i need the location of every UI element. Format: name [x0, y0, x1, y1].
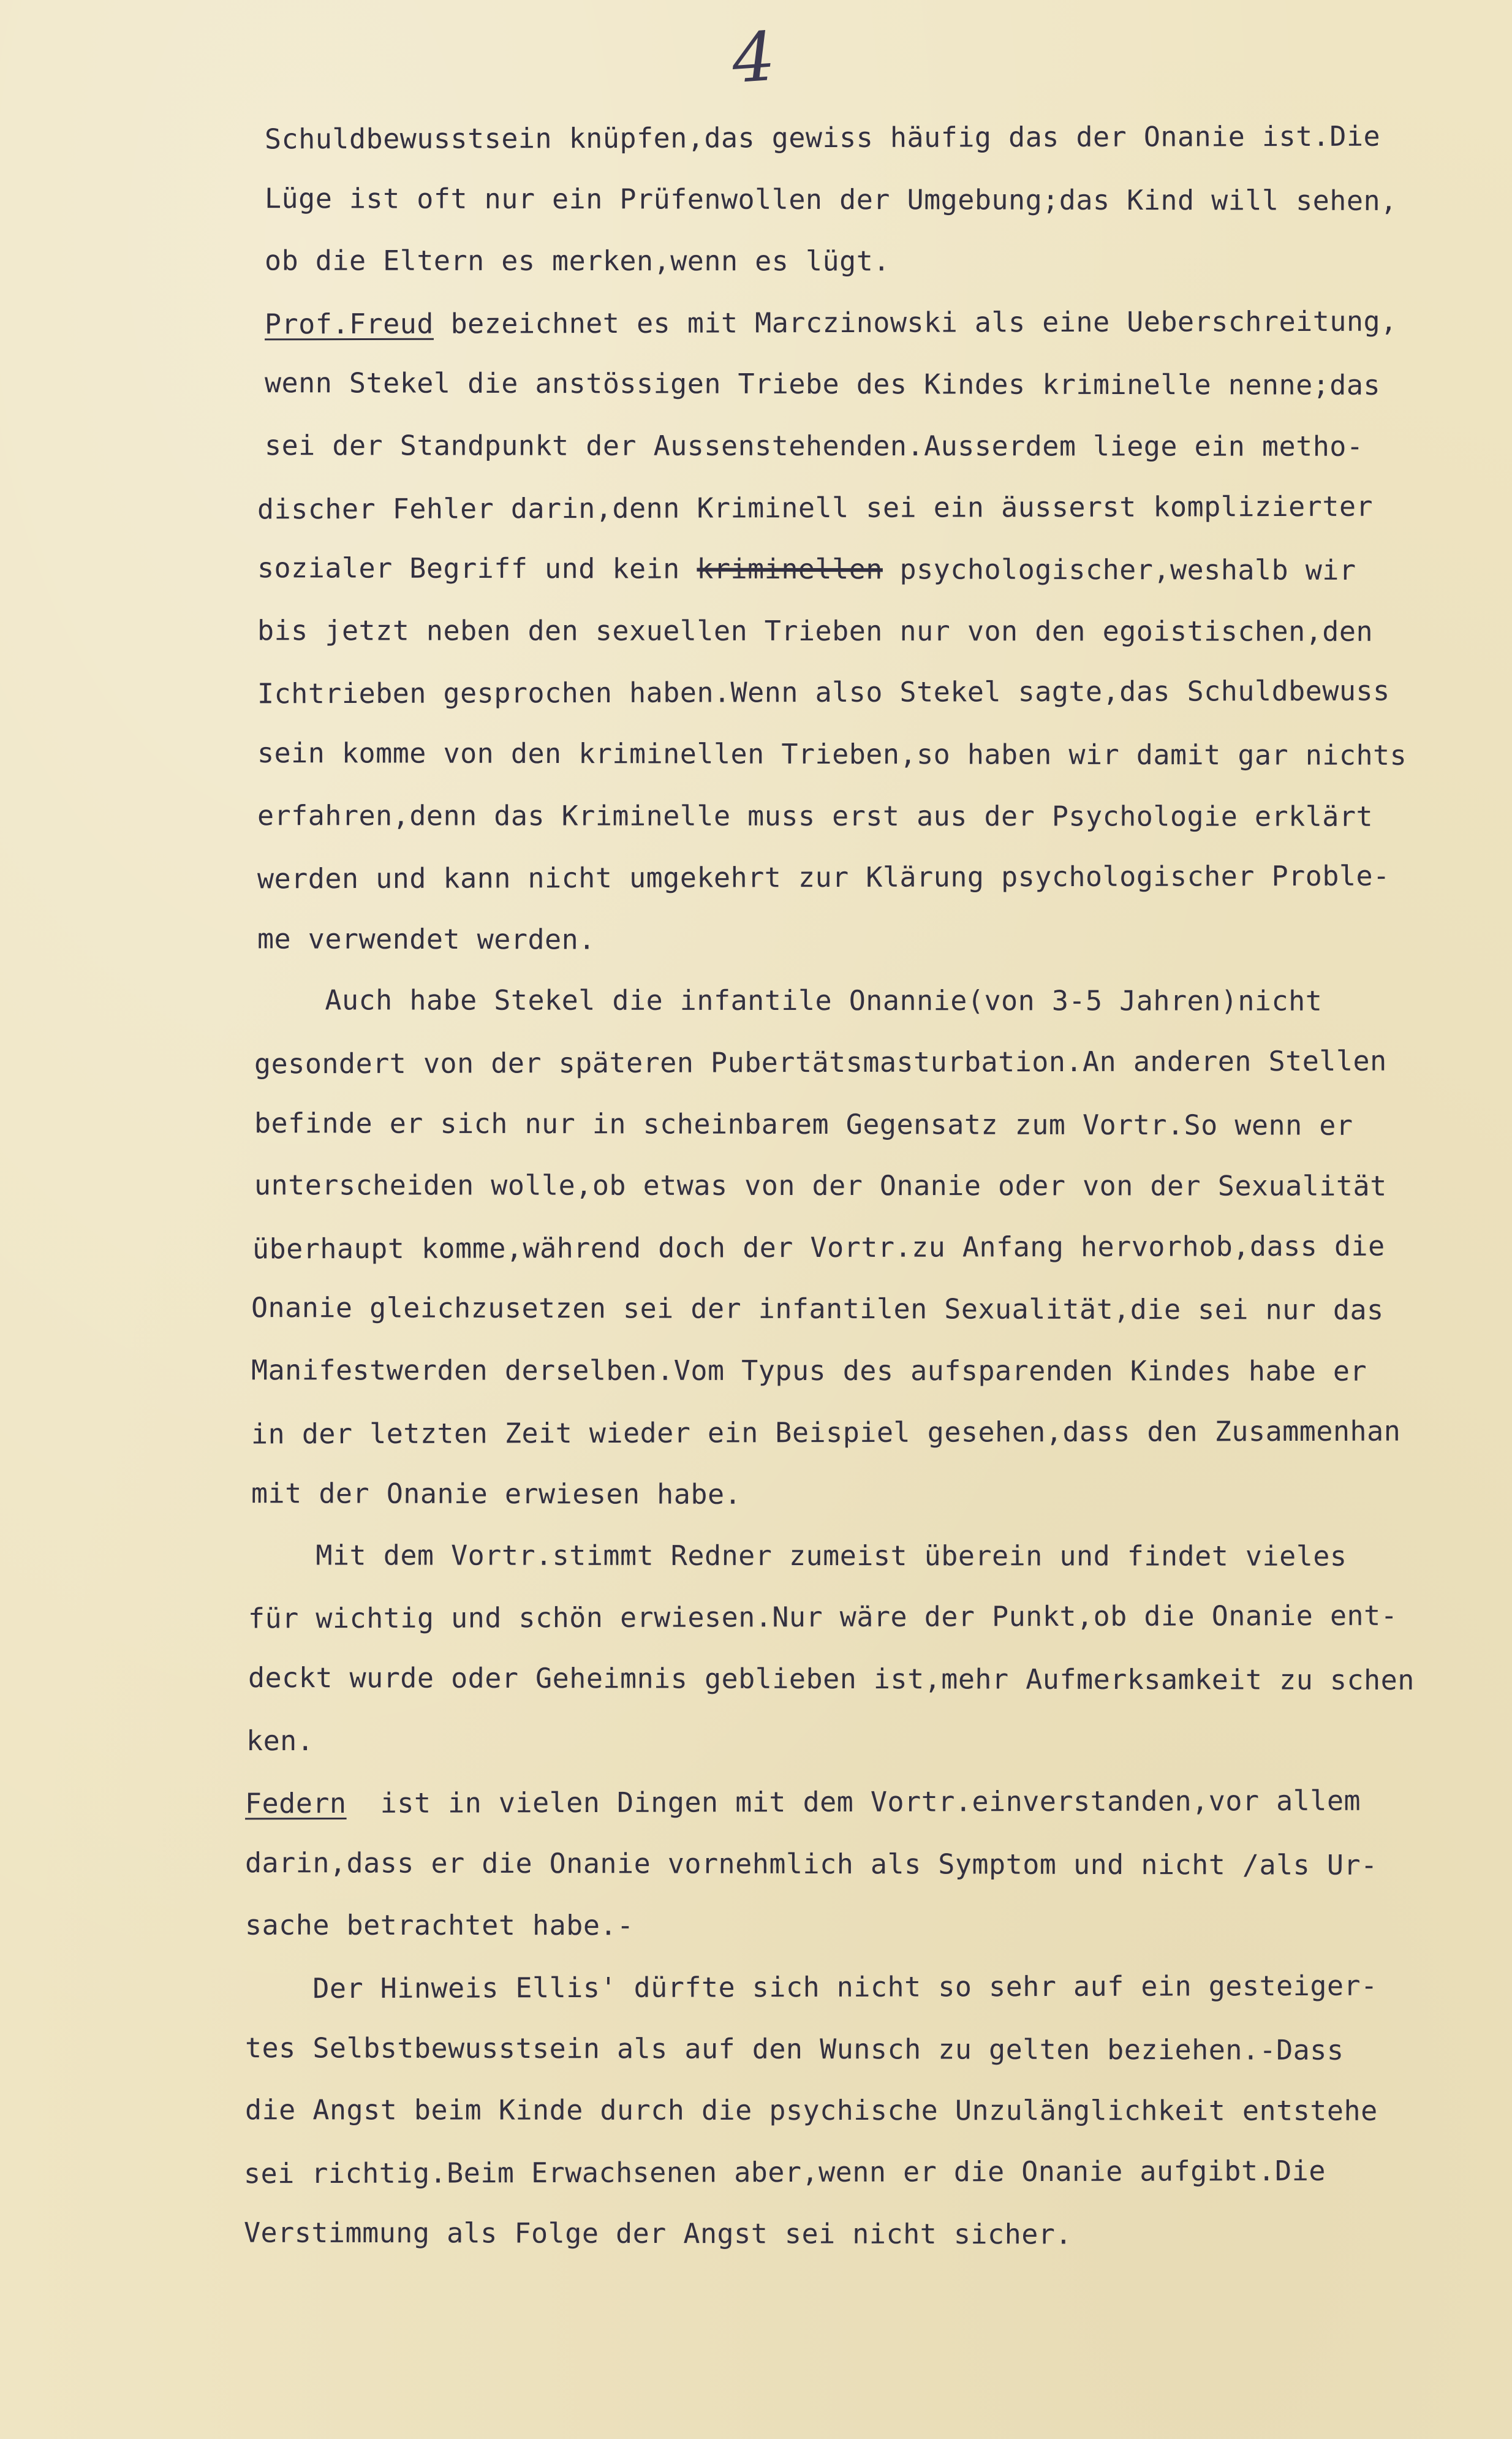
line-text: me verwendet werden.: [257, 922, 595, 956]
line-text: Ichtrieben gesprochen haben.Wenn also Stekel sagte,das Schuldbewuss: [257, 674, 1390, 710]
line-text: Lüge ist oft nur ein Prüfenwollen der Umgebung;das Kind will sehen,: [264, 181, 1397, 217]
line-text: Auch habe Stekel die infantile Onannie(von 3-5 Jahren)nicht: [257, 984, 1323, 1018]
text-line: [254, 1045, 1387, 1080]
text-line: [246, 1724, 314, 1757]
line-text: ken.: [246, 1724, 314, 1757]
line-text: in der letzten Zeit wieder ein Beispiel gesehen,dass den Zusammenhan: [251, 1414, 1401, 1451]
line-text: für wichtig und schön erwiesen.Nur wäre der Punkt,ob die Onanie ent-: [248, 1599, 1398, 1635]
text-line: [248, 1539, 1347, 1572]
line-text: gesondert von der späteren Pubertätsmasturbation.An anderen Stellen: [254, 1044, 1387, 1080]
text-line: [244, 2154, 1326, 2190]
text-line: [251, 1477, 741, 1511]
text-line: [248, 1599, 1397, 1635]
speaker-name: Federn: [244, 1787, 347, 1820]
text-line: [254, 1169, 1387, 1202]
text-line: [257, 799, 1373, 833]
line-text: Manifestwerden derselben.Vom Typus des aufsparenden Kindes habe er: [251, 1354, 1367, 1387]
text-line: [251, 1354, 1367, 1387]
text-line: [245, 1846, 1378, 1881]
text-line: [251, 1291, 1384, 1326]
text-line: [265, 366, 1380, 401]
line-text: tes Selbstbewusstsein als auf den Wunsch zu gelten beziehen.-Dass: [244, 2031, 1344, 2066]
text-line: [245, 1785, 1361, 1820]
text-line: [248, 1661, 1415, 1696]
line-text: mit der Onanie erwiesen habe.: [251, 1477, 742, 1511]
line-text: discher Fehler darin,denn Kriminell sei ein äusserst komplizierter: [257, 490, 1374, 525]
line-text: ob die Eltern es merken,wenn es lügt.: [264, 244, 890, 278]
line-text: befinde er sich nur in scheinbarem Gegensatz zum Vortr.So wenn er: [254, 1106, 1353, 1142]
text-line: [257, 984, 1322, 1018]
text-line: [252, 1229, 1385, 1265]
line-text: erfahren,denn das Kriminelle muss erst aus der Psychologie erklärt: [257, 798, 1374, 833]
text-line: [265, 305, 1397, 340]
struck-word: kriminellen: [697, 552, 883, 586]
line-text: bis jetzt neben den sexuellen Trieben nur von den egoistischen,den: [257, 614, 1374, 648]
text-line: [265, 182, 1397, 217]
line-text: bezeichnet es mit Marczinowski als eine Ueberschreitung,: [433, 305, 1397, 340]
line-text: Der Hinweis Ellis' dürfte sich nicht so sehr auf ein gesteiger-: [244, 1969, 1378, 2005]
line-text: sei richtig.Beim Erwachsenen aber,wenn er die Onanie aufgibt.Die: [243, 2154, 1326, 2190]
line-text-continued: psychologischer,weshalb wir: [882, 553, 1356, 587]
line-text: darin,dass er die Onanie vornehmlich als Symptom und nicht /als Ur-: [244, 1846, 1378, 1881]
text-line: [251, 1414, 1400, 1450]
line-text: Mit dem Vortr.stimmt Redner zumeist überein und findet vieles: [248, 1539, 1347, 1572]
text-line: [257, 675, 1390, 710]
text-line: [244, 2217, 1072, 2251]
text-line: [257, 860, 1390, 895]
line-text: überhaupt komme,während doch der Vortr.zu Anfang hervorhob,dass die: [252, 1229, 1385, 1265]
text-line: [257, 552, 1356, 586]
line-text: deckt wurde oder Geheimnis geblieben ist,mehr Aufmerksamkeit zu schen: [248, 1661, 1415, 1696]
text-line: [257, 614, 1373, 648]
line-text: werden und kann nicht umgekehrt zur Klärung psychologischer Proble-: [257, 859, 1390, 895]
text-line: [265, 120, 1380, 156]
text-line: [245, 2031, 1344, 2066]
text-line: [245, 2093, 1378, 2127]
line-text: sei der Standpunkt der Aussenstehenden.Ausserdem liege ein metho-: [264, 429, 1364, 463]
text-line: [257, 922, 595, 955]
text-line: [257, 490, 1373, 525]
text-line: [265, 429, 1364, 463]
line-text: die Angst beim Kinde durch die psychische Unzulänglichkeit entstehe: [244, 2093, 1378, 2127]
line-text: Verstimmung als Folge der Angst sei nicht sicher.: [243, 2216, 1073, 2251]
speaker-name: Prof.Freud: [264, 307, 434, 341]
line-text: ist in vielen Dingen mit dem Vortr.einverstanden,vor allem: [346, 1784, 1361, 1820]
text-line: [257, 737, 1407, 772]
line-text: sache betrachtet habe.-: [244, 1909, 634, 1942]
line-text: sozialer Begriff und kein: [257, 552, 697, 585]
page-number: 4: [729, 17, 778, 99]
text-line: [245, 1909, 634, 1942]
text-line: [265, 245, 890, 278]
line-text: sein komme von den kriminellen Trieben,so haben wir damit gar nichts: [257, 737, 1407, 772]
line-text: Schuldbewusstsein knüpfen,das gewiss häufig das der Onanie ist.Die: [264, 119, 1381, 156]
text-line: [254, 1107, 1353, 1142]
line-text: wenn Stekel die anstössigen Triebe des Kindes kriminelle nenne;das: [264, 366, 1381, 402]
line-text: unterscheiden wolle,ob etwas von der Onanie oder von der Sexualität: [254, 1169, 1387, 1202]
line-text: Onanie gleichzusetzen sei der infantilen Sexualität,die sei nur das: [251, 1291, 1384, 1327]
text-line: [245, 1970, 1378, 2005]
